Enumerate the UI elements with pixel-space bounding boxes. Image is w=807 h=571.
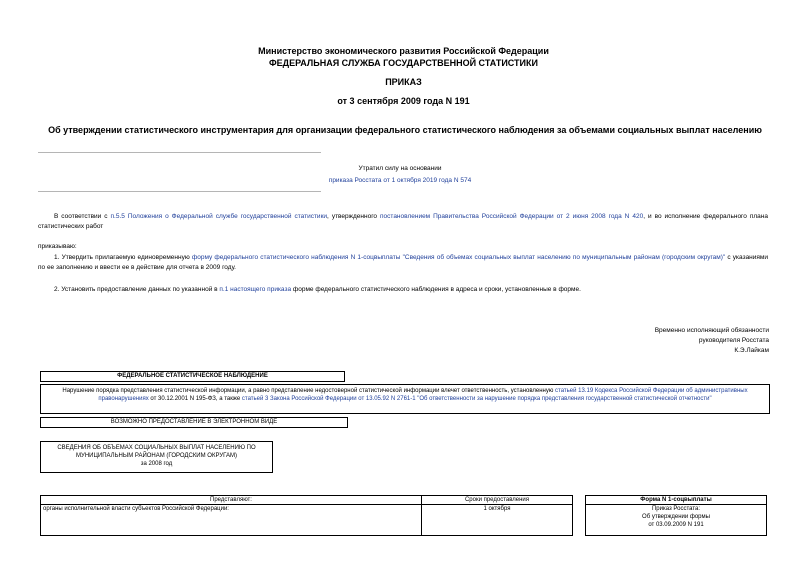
cell-who: органы исполнительной власти субъектов Российской Федерации: (41, 505, 422, 536)
form-title-line1: СВЕДЕНИЯ ОБ ОБЪЕМАХ СОЦИАЛЬНЫХ ВЫПЛАТ НАСЕЛЕНИЮ ПО (57, 445, 256, 451)
status-note-text: Утратил силу на основании (358, 165, 442, 172)
service-name: ФЕДЕРАЛЬНАЯ СЛУЖБА ГОСУДАРСТВЕННОЙ СТАТИСТИКИ (269, 58, 538, 68)
form-title-line2: МУНИЦИПАЛЬНЫМ РАЙОНАМ (ГОРОДСКИМ ОКРУГАМ) (76, 453, 237, 459)
paragraph-order: приказываю: (38, 243, 77, 250)
divider-bottom (38, 191, 321, 192)
paragraph-item-1: 1. Утвердить прилагаемую единовременную форму федерального статистического наблюдения N 1-соцвыплаты "Сведения об объемах социальных выплат населению по муниципальным районам (городским округам)" с указаниями по ее заполнению и ввести ее в действие для отчета в 2009 году. (38, 254, 769, 271)
document-date-number: от 3 сентября 2009 года N 191 (337, 96, 470, 106)
electronic-submission-box: ВОЗМОЖНО ПРЕДОСТАВЛЕНИЕ В ЭЛЕКТРОННОМ ВИДЕ (40, 417, 348, 428)
government-decree-link[interactable]: постановлением Правительства Российской Федерации от 2 июня 2008 года N 420 (380, 213, 644, 220)
paragraph-item-2: 2. Установить предоставление данных по указанной в п.1 настоящего приказа форме федерального статистического наблюдения в адреса и сроки, установленные в форме. (54, 286, 581, 293)
federal-law-link[interactable]: статьей 3 Закона Российской Федерации от 13.05.92 N 2761-1 "Об ответственности за нарушение порядка представления государственной статистической отчетности" (241, 396, 712, 402)
admin-code-link[interactable]: статьей 13.19 Кодекса Российской Федерации об административных правонарушениях (98, 388, 748, 402)
cell-order: Приказ Росстата: Об утверждении формы от 03.09.2009 N 191 (586, 505, 767, 536)
liability-notice-box: Нарушение порядка представления статистической информации, а равно представление недостоверной статистической информации влечет ответственность, установленную статьей 13.19 Кодекса Российской Федерации об административных правонарушениях от 30.12.2001 N 195-ФЗ, а также статьей 3 Закона Российской Федерации от 13.05.92 N 2761-1 "Об ответственности за нарушение порядка представления государственной статистической отчетности" (40, 384, 770, 414)
regulation-link[interactable]: п.5.5 Положения о Федеральной службе государственной статистики (110, 213, 328, 220)
header-who: Представляют: (41, 496, 422, 505)
signature-block (560, 326, 769, 356)
ministry-name: Министерство экономического развития Российской Федерации (258, 46, 549, 56)
divider-top (38, 152, 321, 153)
form-title-box (40, 441, 273, 473)
status-note (320, 163, 480, 187)
form-header-box: ФЕДЕРАЛЬНОЕ СТАТИСТИЧЕСКОЕ НАБЛЮДЕНИЕ (40, 371, 345, 382)
table-row (41, 505, 767, 536)
header-form-number: Форма N 1-соцвыплаты (586, 496, 767, 505)
document-type: ПРИКАЗ (385, 77, 422, 87)
header-deadline: Сроки предоставления (422, 496, 573, 505)
form-title-line3: за 2008 год (140, 461, 173, 467)
form-link[interactable]: форму федерального статистического наблюдения N 1-соцвыплаты "Сведения об объемах социальных выплат населению по муниципальным районам (городским округам)" (191, 254, 726, 261)
signature-name: К.Э.Лайкам (734, 347, 769, 354)
signature-organization: руководителя Росстата (698, 337, 769, 344)
repeal-order-link[interactable]: приказа Росстата от 1 октября 2019 года N 574 (328, 177, 472, 184)
cell-deadline: 1 октября (422, 505, 573, 536)
submission-table (40, 495, 767, 536)
document-subject: Об утверждении статистического инструментария для организации федерального статистического наблюдения за объемами социальных выплат населению (48, 125, 762, 135)
table-header-row (41, 496, 767, 505)
paragraph-basis: В соответствии с п.5.5 Положения о Федеральной службе государственной статистики, утвержденного постановлением Правительства Российской Федерации от 2 июня 2008 года N 420, и во исполнение федерального плана статистических работ (38, 213, 769, 230)
signature-position: Временно исполняющий обязанности (654, 327, 769, 334)
clause-link[interactable]: п.1 настоящего приказа (219, 286, 292, 293)
